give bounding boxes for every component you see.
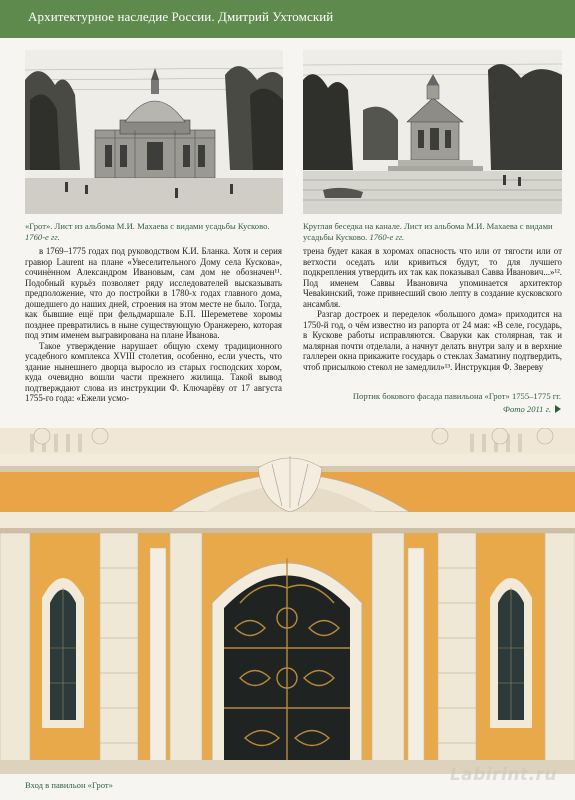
watermark-logo: Labirint.ru	[449, 765, 557, 785]
facade-photo-drawing	[0, 428, 575, 774]
paragraph: в 1769–1775 годах под руководством К.И. Бланка. Хотя и серия гравюр Laurent на плане «Увеселительного Дому села Кускова», сочинённом Александром Ивановым, сам дом не обозначен¹¹. Подобный курьёз позволяет ряду исследователей высказывать предположение, что до постройки в 1780-х годах главного дома, дошедшего до наших дней, строения на этом месте не было. Тогда, как бывшие ещё при фельдмаршале Б.П. Шереметеве хоромы позднее превратились в ныне существующую Оранжерею, которая под этим именем выгравирована на плане Иванова.	[25, 246, 282, 340]
header-title: Архитектурное наследие России. Дмитрий Ухтомский	[28, 9, 334, 24]
text-column-right	[303, 246, 562, 372]
caption-grotto-text: «Грот». Лист из альбома М.И. Махаева с видами усадьбы Кусково.	[25, 221, 270, 231]
photo-bottom-caption: Вход в павильон «Грот»	[25, 780, 113, 790]
caption-grotto	[25, 221, 283, 243]
paragraph: Разгар достроек и переделок «большого дома» приходится на 1750-й год, о чём известно из рапорта от 24 мая: «В селе, государь, в Кускове работы исправляются. Сваруки как столярная, так и малярная почти отделали, а начнут делать внутри залу и в верхние галлереи окна прикажите государь о стеклах Заматину подтвердить, чтоб присылкою стекол не замедлил»¹³. Инструкция Ф. Звереву	[303, 309, 562, 372]
arrow-right-icon	[555, 405, 561, 413]
engraving-gazebo-drawing	[303, 50, 562, 214]
running-header	[0, 0, 575, 38]
engraving-grotto	[25, 50, 283, 214]
photo-side-caption-text: Портик бокового фасада павильона «Грот» 1755–1775 гг.	[352, 391, 561, 401]
caption-grotto-date: 1760-е гг.	[25, 232, 60, 242]
caption-gazebo	[303, 221, 562, 243]
facade-photo	[0, 428, 575, 774]
caption-gazebo-date: 1760-е гг.	[369, 232, 405, 242]
caption-gazebo-text: Круглая беседка на канале. Лист из альбома М.И. Махаева с видами усадьбы Кусково.	[303, 221, 553, 242]
engraving-gazebo	[303, 50, 562, 214]
paragraph: Такое утверждение нарушает общую схему традиционного усадебного комплекса XVIII столетия, особенно, если учесть, что здание нынешнего дворца выросло из старых господских хором, куда очевидно вошли части прежнего жилища. Такой вывод подтверждают слова из инструкции Ф. Ключарёву от 17 августа 1755-го года: «Ежели усмо-	[25, 340, 282, 403]
text-column-left	[25, 246, 282, 404]
photo-credit: Фото 2011 г.	[503, 404, 551, 414]
photo-side-caption	[291, 390, 561, 416]
paragraph: трена будет какая в хоромах опасность что или от тягости или от ветхости оседать или кривиться будут, то для лучшего подкрепления утвердить их так как показывал Савва Иванович...»¹². Под именем Саввы Ивановича упоминается архитектор Чеваkинский, тоже привнесший свою лепту в создание кусковского ансамбля.	[303, 246, 562, 309]
engraving-grotto-drawing	[25, 50, 283, 214]
